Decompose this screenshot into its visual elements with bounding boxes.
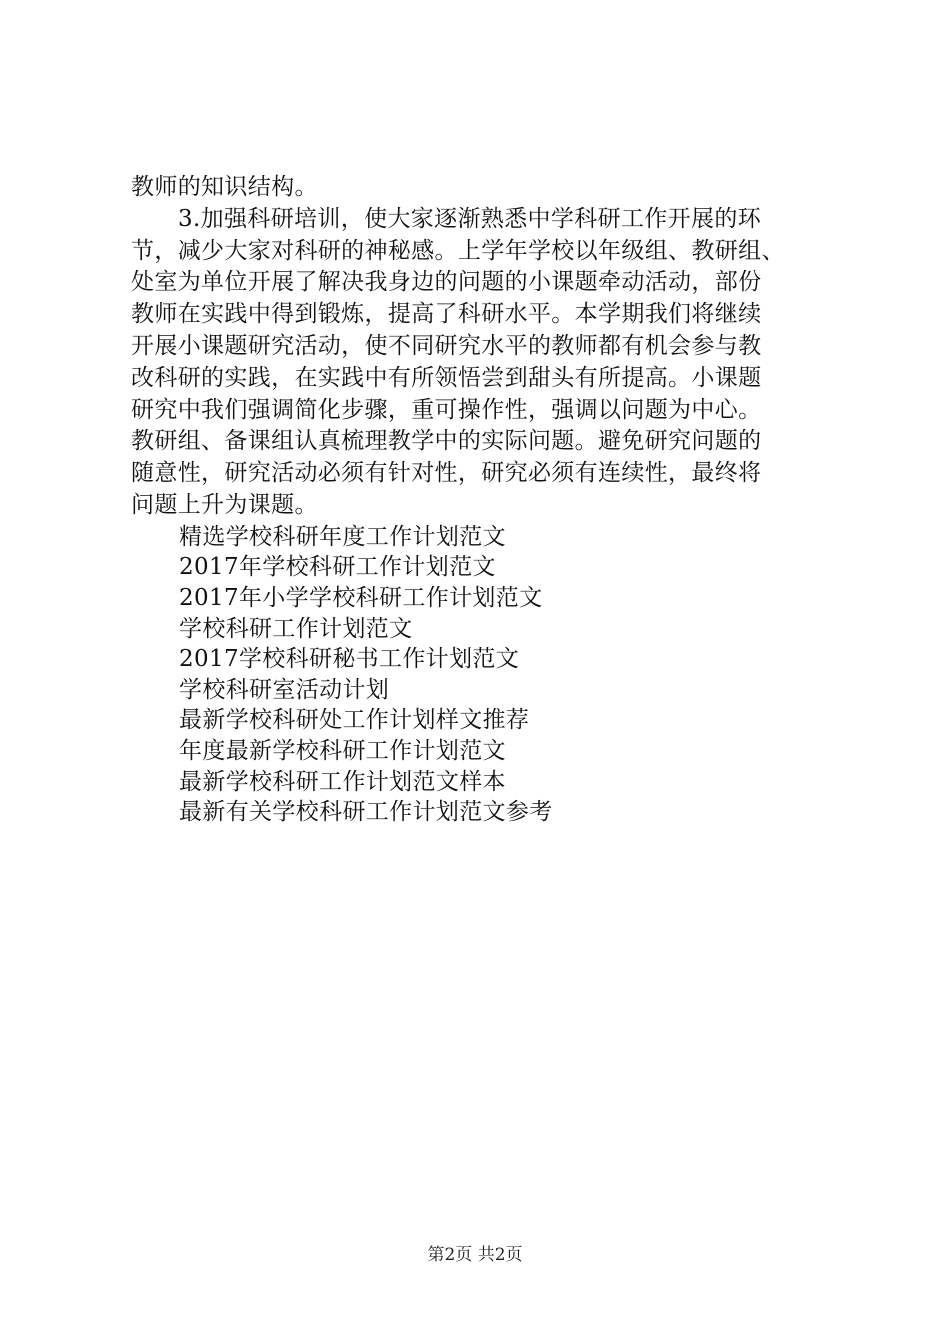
related-link[interactable]: 2017学校科研秘书工作计划范文 [179,646,520,673]
page-footer [0,1244,950,1266]
body-line: 节，减少大家对科研的神秘感。上学年学校以年级组、教研组、 [131,237,785,264]
body-line: 改科研的实践，在实践中有所领悟尝到甜头有所提高。小课题 [131,364,762,391]
related-links-list [131,522,831,828]
related-link[interactable]: 2017年学校科研工作计划范文 [179,554,496,581]
body-line: 开展小课题研究活动，使不同研究水平的教师都有机会参与教 [131,332,762,359]
body-line: 教研组、备课组认真梳理教学中的实际问题。避免研究问题的 [131,428,762,455]
related-link[interactable]: 最新学校科研工作计划范文样本 [179,768,506,795]
related-link[interactable]: 精选学校科研年度工作计划范文 [179,523,506,550]
page-number-indicator: 第2页 共2页 [427,1245,523,1265]
body-line: 教师的知识结构。 [131,174,318,200]
body-line: 研究中我们强调简化步骤，重可操作性，强调以问题为中心。 [131,396,762,423]
related-link[interactable]: 年度最新学校科研工作计划范文 [179,737,506,764]
body-line: 3.加强科研培训，使大家逐渐熟悉中学科研工作开展的环 [178,205,762,232]
body-paragraph [131,172,831,522]
body-line: 处室为单位开展了解决我身边的问题的小课题牵动活动，部份 [131,269,762,296]
body-line: 问题上升为课题。 [131,491,318,518]
body-line: 教师在实践中得到锻炼，提高了科研水平。本学期我们将继续 [131,301,762,328]
related-link[interactable]: 学校科研室活动计划 [179,676,390,703]
related-link[interactable]: 学校科研工作计划范文 [179,615,413,642]
related-link[interactable]: 2017年小学学校科研工作计划范文 [179,584,543,611]
related-link[interactable]: 最新有关学校科研工作计划范文参考 [179,799,553,826]
related-link[interactable]: 最新学校科研处工作计划样文推荐 [179,707,530,734]
body-line: 随意性，研究活动必须有针对性，研究必须有连续性，最终将 [131,460,762,487]
document-body [131,172,831,828]
